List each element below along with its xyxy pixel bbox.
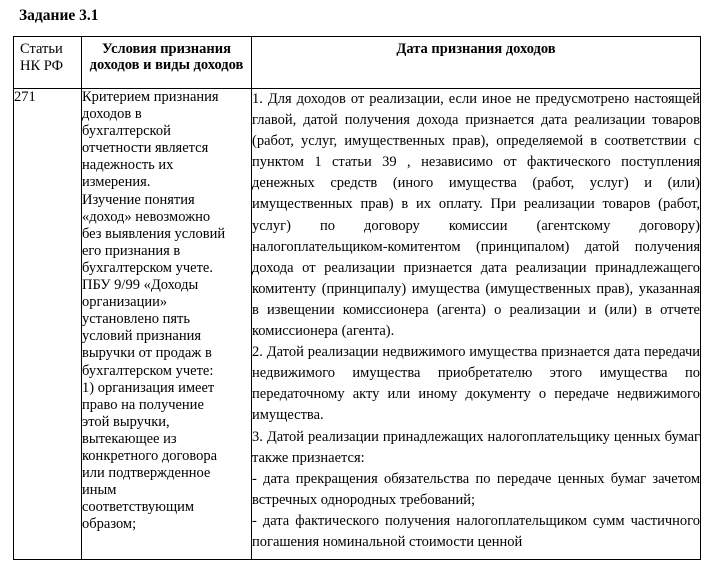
- date-paragraph-1: 1. Для доходов от реализации, если иное не предусмотрено настоящей главой, датой получения дохода признается дата реализации товаров (работ, услуг, имущественных прав), определяемой в соответствии с пунктом 1 статьи 39 , независимо от фактического поступления денежных средств (иного имущества (работ, услуг) и (или) имущественных прав) в их оплату. При реализации товаров (работ, услуг) по договору комиссии (агентскому договору) налогоплательщиком-комитентом (принципалом) датой получения дохода от реализации признается дата реализации принадлежащего комитенту (принципалу) имущества (имущественных прав), указанная в извещении комиссионера (агента) о реализации и (или) в отчете комиссионера (агента).: [252, 91, 700, 340]
- table-header-row: [14, 37, 701, 89]
- table-row: [14, 89, 701, 560]
- conditions-line: 1) организация имеет: [82, 379, 215, 396]
- conditions-line: организации»: [82, 294, 168, 311]
- conditions-line: отчетности является: [82, 140, 209, 157]
- header-recognition-date: Дата признания доходов: [252, 37, 701, 89]
- conditions-line: образом;: [82, 516, 137, 533]
- article-number: 271: [14, 89, 82, 560]
- header-articles: Статьи НК РФ: [14, 37, 82, 89]
- conditions-line: Изучение понятия: [82, 191, 195, 208]
- conditions-line: его признания в: [82, 242, 181, 259]
- conditions-line: иным: [82, 482, 117, 499]
- conditions-line: доходов в: [82, 106, 142, 123]
- conditions-line: установлено пять: [82, 311, 190, 328]
- conditions-line: измерения.: [82, 174, 151, 191]
- conditions-line: «доход» невозможно: [82, 208, 211, 225]
- date-paragraph-3: 3. Датой реализации принадлежащих налогоплательщику ценных бумаг также признается:: [252, 428, 700, 466]
- conditions-line: без выявления условий: [82, 225, 226, 242]
- date-paragraph-4: - дата прекращения обязательства по передаче ценных бумаг зачетом встречных однородных требований;: [252, 470, 700, 508]
- conditions-line: Критерием признания: [82, 89, 219, 105]
- conditions-line: выручки от продаж в: [82, 345, 212, 362]
- conditions-line: бухгалтерском учете.: [82, 259, 213, 276]
- conditions-line: надежность их: [82, 157, 174, 174]
- recognition-dates-cell: [252, 89, 701, 560]
- date-paragraph-5: - дата фактического получения налогоплательщиком сумм частичного погашения номинальной стоимости ценной: [252, 512, 700, 550]
- tax-income-table: [13, 36, 701, 560]
- header-conditions: Условия признания доходов и виды доходов: [82, 37, 252, 89]
- conditions-line: этой выручки,: [82, 413, 170, 430]
- task-title: Задание 3.1: [19, 7, 99, 24]
- date-paragraph-2: 2. Датой реализации недвижимого имущества признается дата передачи недвижимого имущества приобретателю этого имущества по передаточному акту или иному документу о передаче недвижимого имущества.: [252, 344, 700, 424]
- conditions-line: ПБУ 9/99 «Доходы: [82, 277, 199, 294]
- conditions-cell: [82, 89, 252, 560]
- conditions-line: соответствующим: [82, 499, 195, 516]
- conditions-line: условий признания: [82, 328, 202, 345]
- conditions-line: право на получение: [82, 396, 204, 413]
- conditions-line: конкретного договора: [82, 447, 218, 464]
- conditions-line: бухгалтерской: [82, 123, 171, 140]
- conditions-line: бухгалтерском учете:: [82, 362, 214, 379]
- conditions-line: или подтвержденное: [82, 465, 211, 482]
- conditions-line: вытекающее из: [82, 430, 177, 447]
